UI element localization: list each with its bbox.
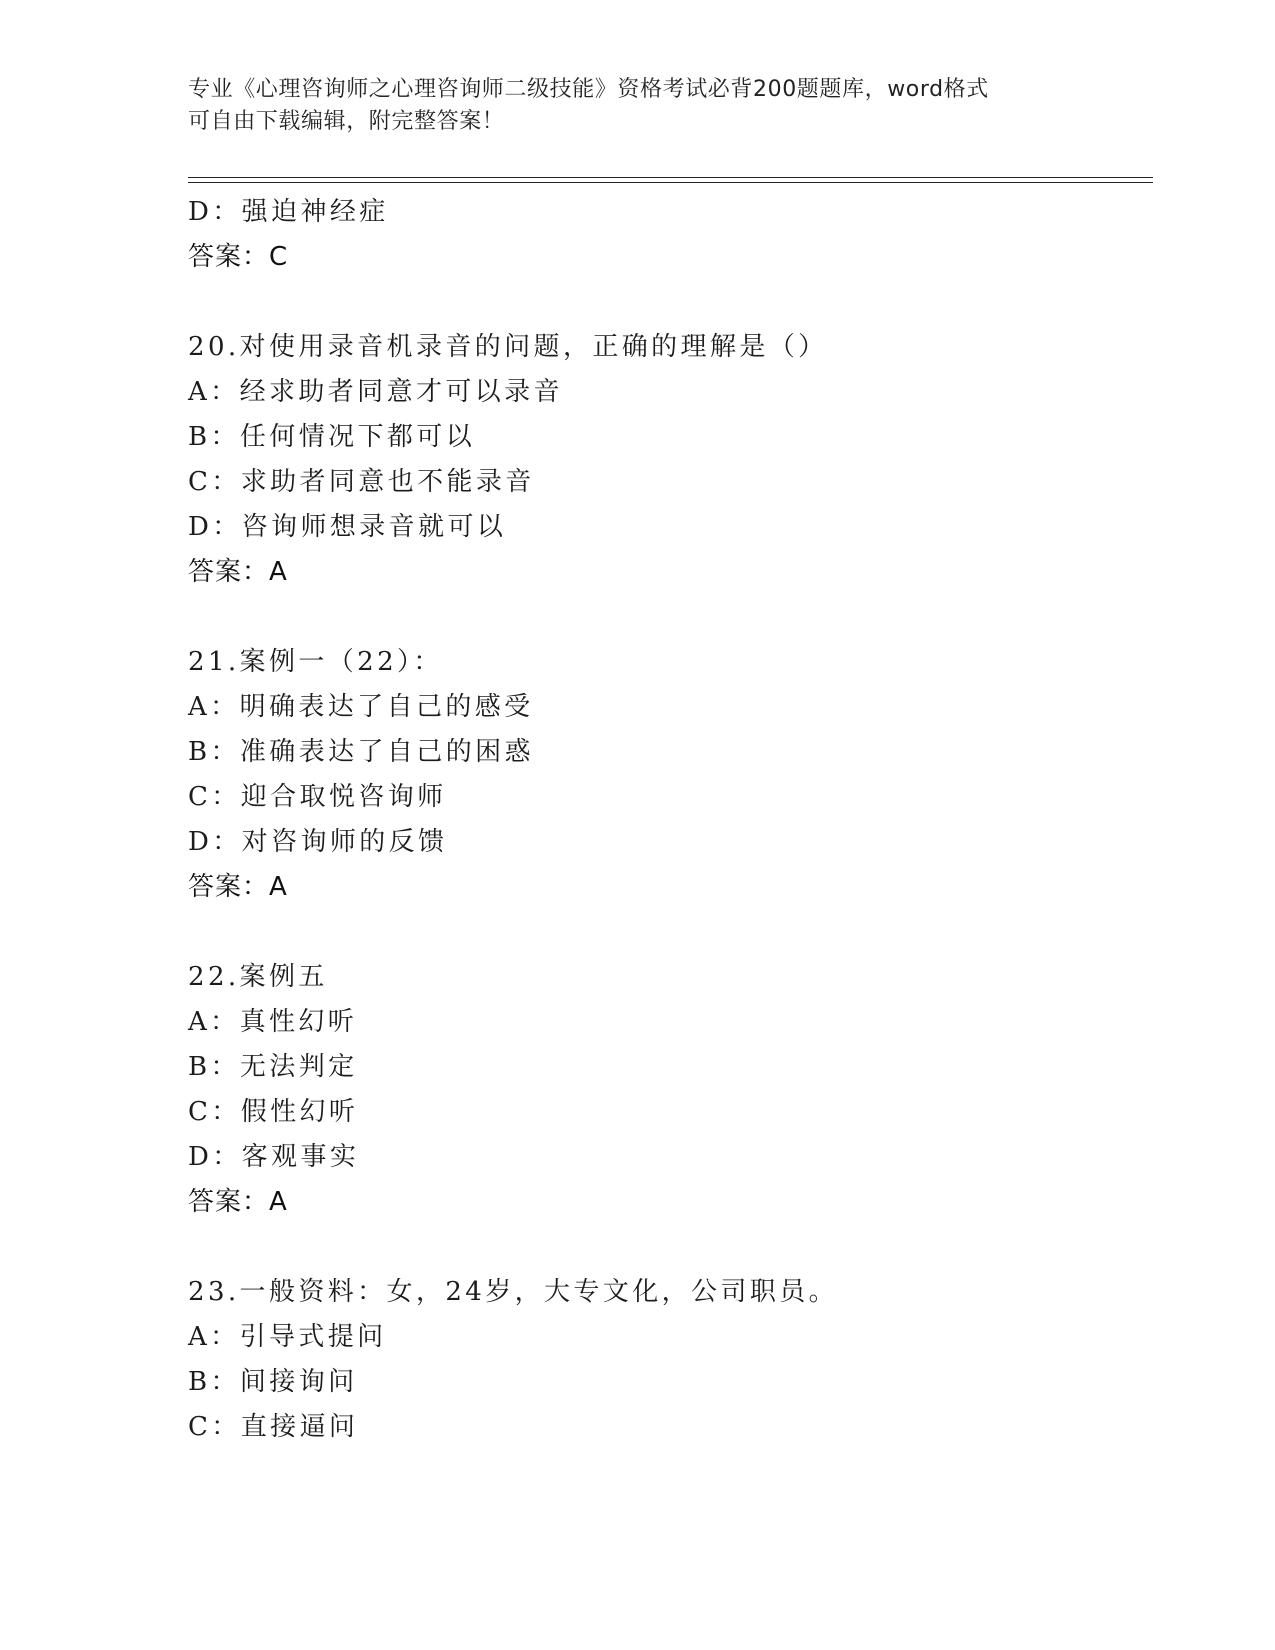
option-d: D：强迫神经症 (188, 197, 389, 227)
option-d: D：客观事实 (188, 1142, 360, 1172)
header-rule-bottom (188, 182, 1153, 183)
option-c: C：求助者同意也不能录音 (188, 467, 535, 497)
option-b: B：准确表达了自己的困惑 (188, 737, 534, 767)
option-c: C：假性幻听 (188, 1097, 359, 1127)
question-stem: 21.案例一（22）： (188, 647, 443, 677)
page-header (188, 74, 1078, 138)
answer-line: 答案：A (188, 557, 288, 587)
option-b: B：间接询问 (188, 1367, 358, 1397)
question-stem: 22.案例五 (188, 962, 328, 992)
option-a: A：经求助者同意才可以录音 (188, 377, 563, 407)
question-stem: 20.对使用录音机录音的问题，正确的理解是（） (188, 332, 828, 362)
option-d: D：咨询师想录音就可以 (188, 512, 507, 542)
option-a: A：明确表达了自己的感受 (188, 692, 534, 722)
header-title-line-2: 可自由下载编辑，附完整答案！ (188, 109, 505, 134)
question-gap (188, 910, 1148, 955)
header-title-line-1: 专业《心理咨询师之心理咨询师二级技能》资格考试必背200题题库，word格式 (188, 77, 989, 102)
question-gap (188, 280, 1148, 325)
option-c: C：直接逼问 (188, 1412, 359, 1442)
answer-line: 答案：A (188, 872, 288, 902)
option-b: B：任何情况下都可以 (188, 422, 476, 452)
question-gap (188, 1225, 1148, 1270)
option-c: C：迎合取悦咨询师 (188, 782, 447, 812)
option-b: B：无法判定 (188, 1052, 358, 1082)
header-rule-top (188, 177, 1153, 178)
question-gap (188, 595, 1148, 640)
question-stem: 23.一般资料：女，24岁，大专文化，公司职员。 (188, 1277, 839, 1307)
answer-line: 答案：C (188, 242, 289, 272)
answer-line: 答案：A (188, 1187, 288, 1217)
option-a: A：引导式提问 (188, 1322, 387, 1352)
option-d: D：对咨询师的反馈 (188, 827, 448, 857)
question-list (188, 190, 1148, 1450)
option-a: A：真性幻听 (188, 1007, 358, 1037)
